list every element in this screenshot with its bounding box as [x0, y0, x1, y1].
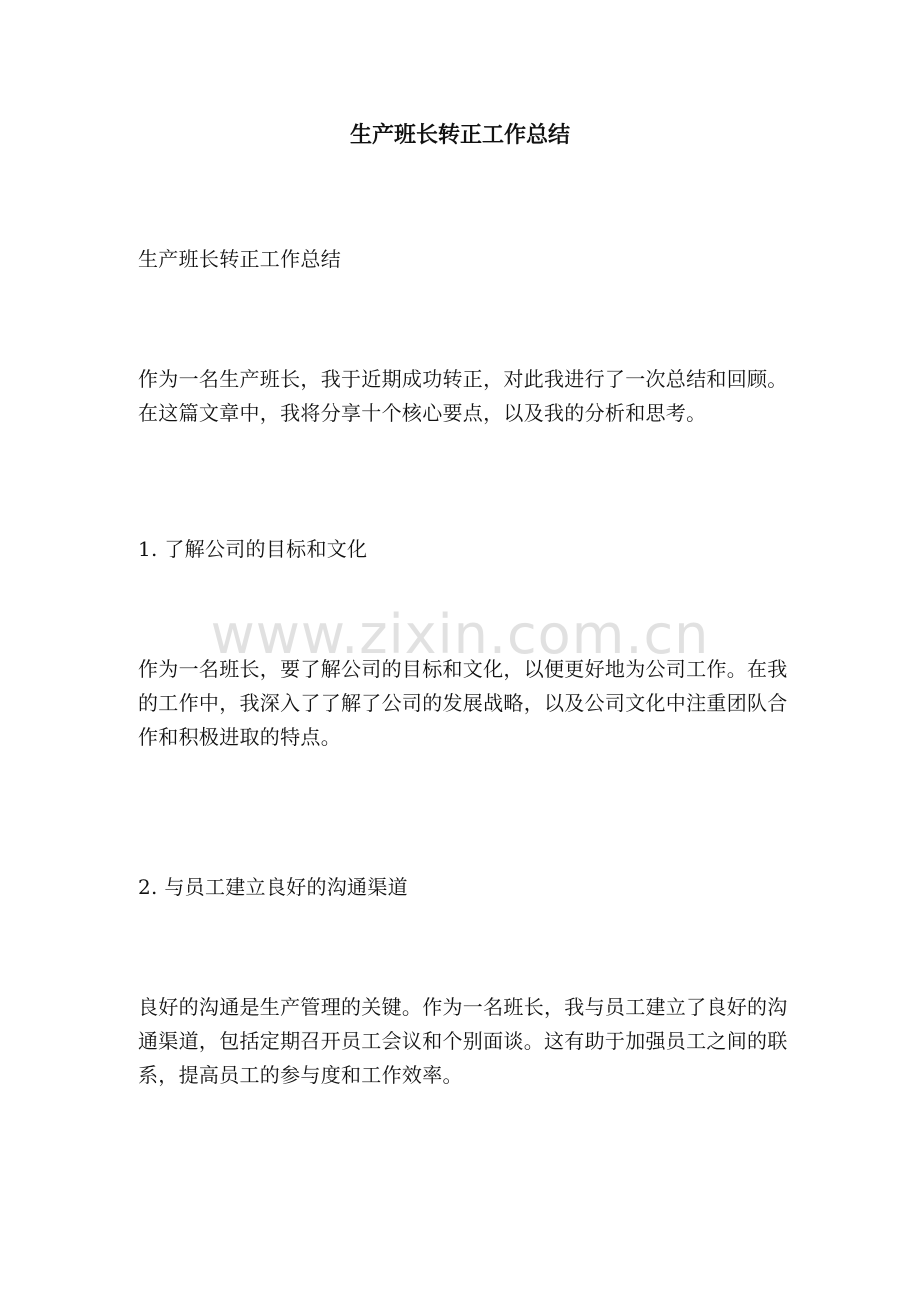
section-heading-2: 2. 与员工建立良好的沟通渠道 [138, 875, 408, 899]
intro-paragraph: 作为一名生产班长，我于近期成功转正，对此我进行了一次总结和回顾。在这篇文章中，我将分享十个核心要点，以及我的分析和思考。 [138, 367, 788, 425]
document-subtitle: 生产班长转正工作总结 [138, 247, 341, 271]
document-title: 生产班长转正工作总结 [349, 122, 570, 148]
section-body-2: 良好的沟通是生产管理的关键。作为一名班长，我与员工建立了良好的沟通渠道，包括定期召开员工会议和个别面谈。这有助于加强员工之间的联系，提高员工的参与度和工作效率。 [138, 995, 788, 1087]
section-body-1: 作为一名班长，要了解公司的目标和文化，以便更好地为公司工作。在我的工作中，我深入了了解了公司的发展战略，以及公司文化中注重团队合作和积极进取的特点。 [138, 657, 788, 749]
section-heading-1: 1. 了解公司的目标和文化 [138, 537, 368, 561]
watermark-text: www.zixin.com.cn [210, 603, 710, 666]
